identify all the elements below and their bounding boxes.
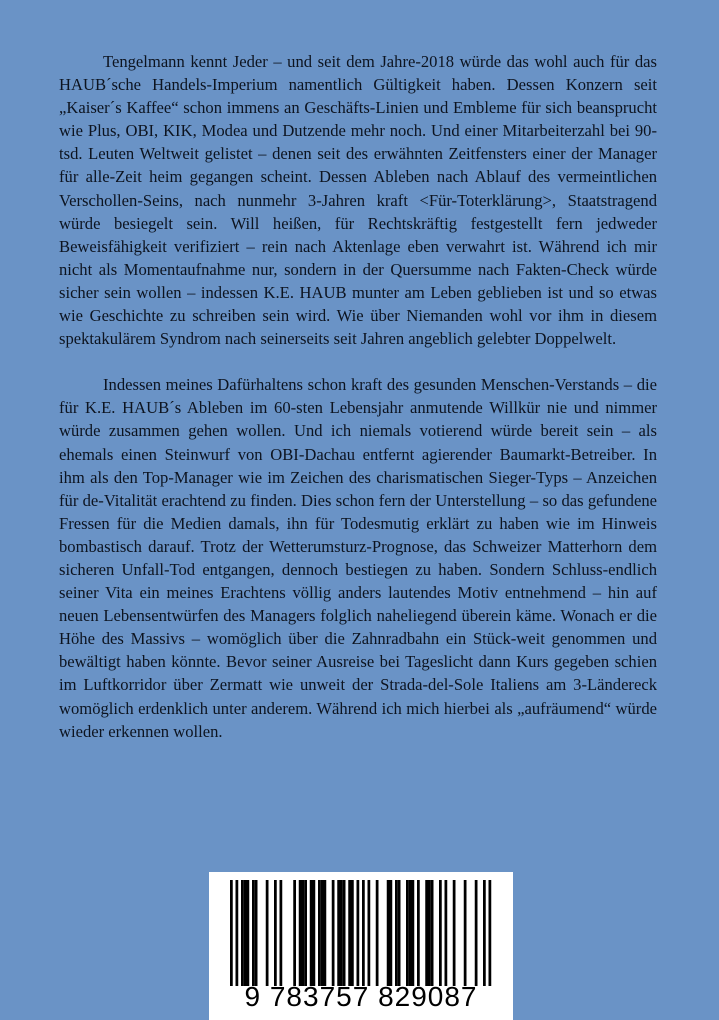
barcode-bar	[348, 880, 351, 986]
barcode-bar	[230, 880, 233, 986]
barcode-bar	[313, 880, 316, 986]
barcode-bar	[299, 880, 302, 986]
barcode-bar	[428, 880, 431, 986]
barcode-bar	[475, 880, 478, 986]
barcode-bar	[236, 880, 239, 986]
isbn-number: 9 783757 829087	[244, 981, 478, 1012]
back-cover-text	[59, 50, 657, 743]
barcode-bar	[453, 880, 456, 986]
barcode-bar	[302, 880, 305, 986]
barcode-bar	[351, 880, 354, 986]
barcode-bar	[376, 880, 379, 986]
barcode-bar	[247, 880, 250, 986]
barcode-bar	[417, 880, 420, 986]
barcode-bar	[464, 880, 467, 986]
barcode-bar	[425, 880, 428, 986]
barcode-bar	[321, 880, 324, 986]
barcode-bar	[304, 880, 307, 986]
barcode-bar	[368, 880, 371, 986]
barcode-bar	[244, 880, 247, 986]
barcode-bar	[318, 880, 321, 986]
barcode-bar	[409, 880, 412, 986]
barcode-bar	[255, 880, 258, 986]
barcode-bar	[483, 880, 486, 986]
barcode-bar	[412, 880, 415, 986]
barcode-bar	[252, 880, 255, 986]
barcode-bar	[337, 880, 340, 986]
barcode-bar	[293, 880, 296, 986]
paragraph-1: Tengelmann kennt Jeder – und seit dem Jahre-2018 würde das wohl auch für das HAUB´sche Handels-Imperium namentlich Gültigkeit haben. Dessen Konzern seit „Kaiser´s Kaffee“ schon immens an Geschäfts-Linien und Embleme für sich beansprucht wie Plus, OBI, KIK, Modea und Dutzende mehr noch. Und einer Mitarbeiterzahl bei 90-tsd. Leuten Weltweit gelistet – denen seit des erwähnten Zeitfensters einer der Manager für alle-Zeit heim gegangen scheint. Dessen Ableben nach Ablauf des vermeintlichen Verschollen-Seins, nach nunmehr 3-Jahren kraft <Für-Toterklärung>, Staatstragend würde besiegelt sein. Will heißen, für Rechtskräftig festgestellt fern jedweder Beweisfähigkeit verifiziert – rein nach Aktenlage eben verwahrt ist. Während ich mir nicht als Momentaufnahme nur, sondern in der Quersumme nach Fakten-Check würde sicher sein wollen – indessen K.E. HAUB munter am Leben geblieben ist und so etwas wie Geschichte zu schreiben sein wird. Wie über Niemanden wohl vor ihm in diesem spektakulärem Syndrom nach seinerseits seit Jahren angeblich gelebter Doppelwelt.	[59, 52, 657, 349]
barcode-bar	[431, 880, 434, 986]
barcode-bar	[266, 880, 269, 986]
barcode-bar	[398, 880, 401, 986]
barcode-bar	[280, 880, 283, 986]
paragraph-2: Indessen meines Dafürhaltens schon kraft des gesunden Menschen-Verstands – die für K.E. HAUB´s Ableben im 60-sten Lebensjahr anmutende Willkür nie und nimmer würde zusammen gehen wollen. Und ich niemals votierend würde bereit sein – als ehemals einen Steinwurf von OBI-Dachau entfernt agierender Baumarkt-Betreiber. In ihm als den Top-Manager wie im Zeichen des charismatischen Sieger-Typs – Anzeichen für de-Vitalität erachtend zu finden. Dies schon fern der Unterstellung – so das gefundene Fressen für die Medien damals, ihn für Todesmutig erklärt zu haben wie im Hinweis bombastisch darauf. Trotz der Wetterumsturz-Prognose, das Schweizer Matterhorn dem sicheren Unfall-Tod entgangen, dennoch bestiegen zu haben. Sondern Schluss-endlich seiner Vita ein meines Erachtens völlig anders lautendes Motiv entnehmend – hin auf neuen Lebensentwürfen des Managers folglich naheliegend überein käme. Wonach er die Höhe des Massivs – womöglich über die Zahnradbahn ein Stück-weit genommen und bewältigt haben könnte. Bevor seiner Ausreise bei Tageslicht dann Kurs gegeben schien im Luftkorridor über Zermatt wie unweit der Strada-del-Sole Italiens am 3-Ländereck womöglich erdenklich unter anderem. Während ich mich hierbei als „aufräumend“ würde wieder erkennen wollen.	[59, 375, 657, 741]
barcode-bar	[445, 880, 448, 986]
barcode-bar	[439, 880, 442, 986]
barcode-bar	[357, 880, 360, 986]
barcode-bar	[395, 880, 398, 986]
barcode-bar	[310, 880, 313, 986]
barcode-bar	[274, 880, 277, 986]
barcode-bar	[406, 880, 409, 986]
isbn-barcode	[209, 872, 513, 1020]
barcode-bar	[362, 880, 365, 986]
barcode-bar	[489, 880, 492, 986]
barcode-bar	[241, 880, 244, 986]
barcode-bar	[332, 880, 335, 986]
barcode-bar	[324, 880, 327, 986]
barcode-bar	[340, 880, 343, 986]
barcode-bar	[343, 880, 346, 986]
barcode-bar	[387, 880, 390, 986]
barcode-bar	[390, 880, 393, 986]
